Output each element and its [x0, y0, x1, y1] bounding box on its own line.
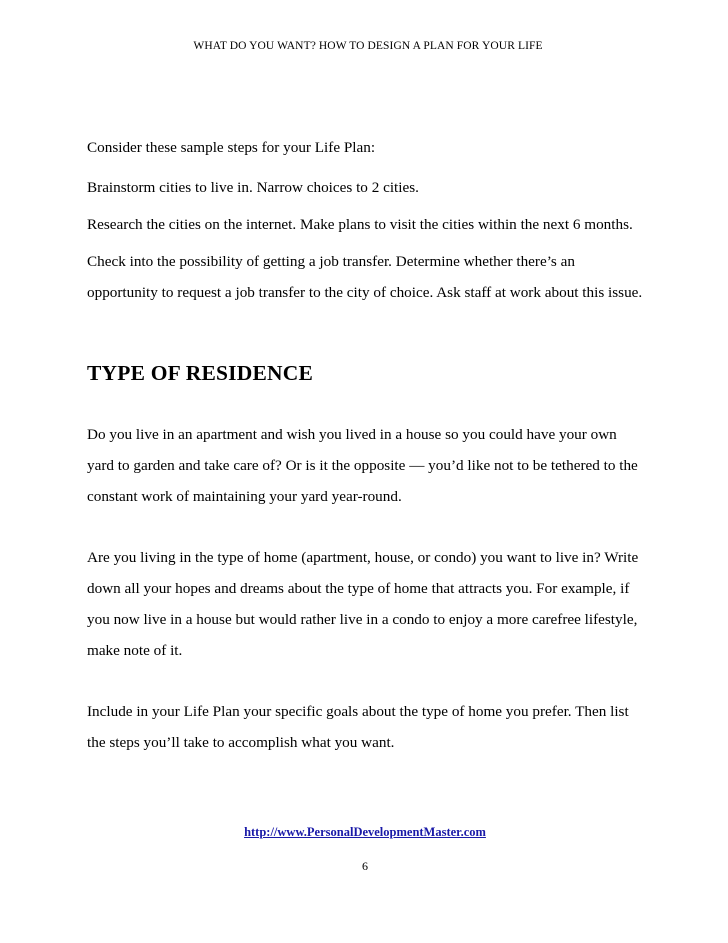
section-heading: TYPE OF RESIDENCE — [87, 361, 314, 385]
page-number: 6 — [362, 859, 368, 873]
step-item: Check into the possibility of getting a job transfer. Determine whether there’s an opportunity to request a job transfer to the city of choice. Ask staff at work about this issue. — [87, 253, 643, 301]
step-item: Brainstorm cities to live in. Narrow choices to 2 cities. — [87, 179, 419, 196]
body-paragraph: Do you live in an apartment and wish you lived in a house so you could have your own yard to garden and take care of? Or is it the opposite — you’d like not to be tethered to the constant work of maintaining your yard year-round. — [87, 426, 638, 505]
running-header: WHAT DO YOU WANT? HOW TO DESIGN A PLAN FOR YOUR LIFE — [193, 40, 543, 52]
page-body — [87, 132, 647, 758]
body-paragraph: Include in your Life Plan your specific goals about the type of home you prefer. Then list the steps you’ll take to accomplish what you want. — [87, 703, 629, 751]
body-paragraph: Are you living in the type of home (apartment, house, or condo) you want to live in? Write down all your hopes and dreams about the type of home that attracts you. For example, if you now live in a house but would rather live in a condo to enjoy a more carefree lifestyle, make note of it. — [87, 549, 639, 659]
intro-paragraph: Consider these sample steps for your Life Plan: — [87, 139, 376, 156]
step-item: Research the cities on the internet. Make plans to visit the cities within the next 6 months. — [87, 216, 633, 233]
footer-link[interactable]: http://www.PersonalDevelopmentMaster.com — [244, 825, 486, 839]
